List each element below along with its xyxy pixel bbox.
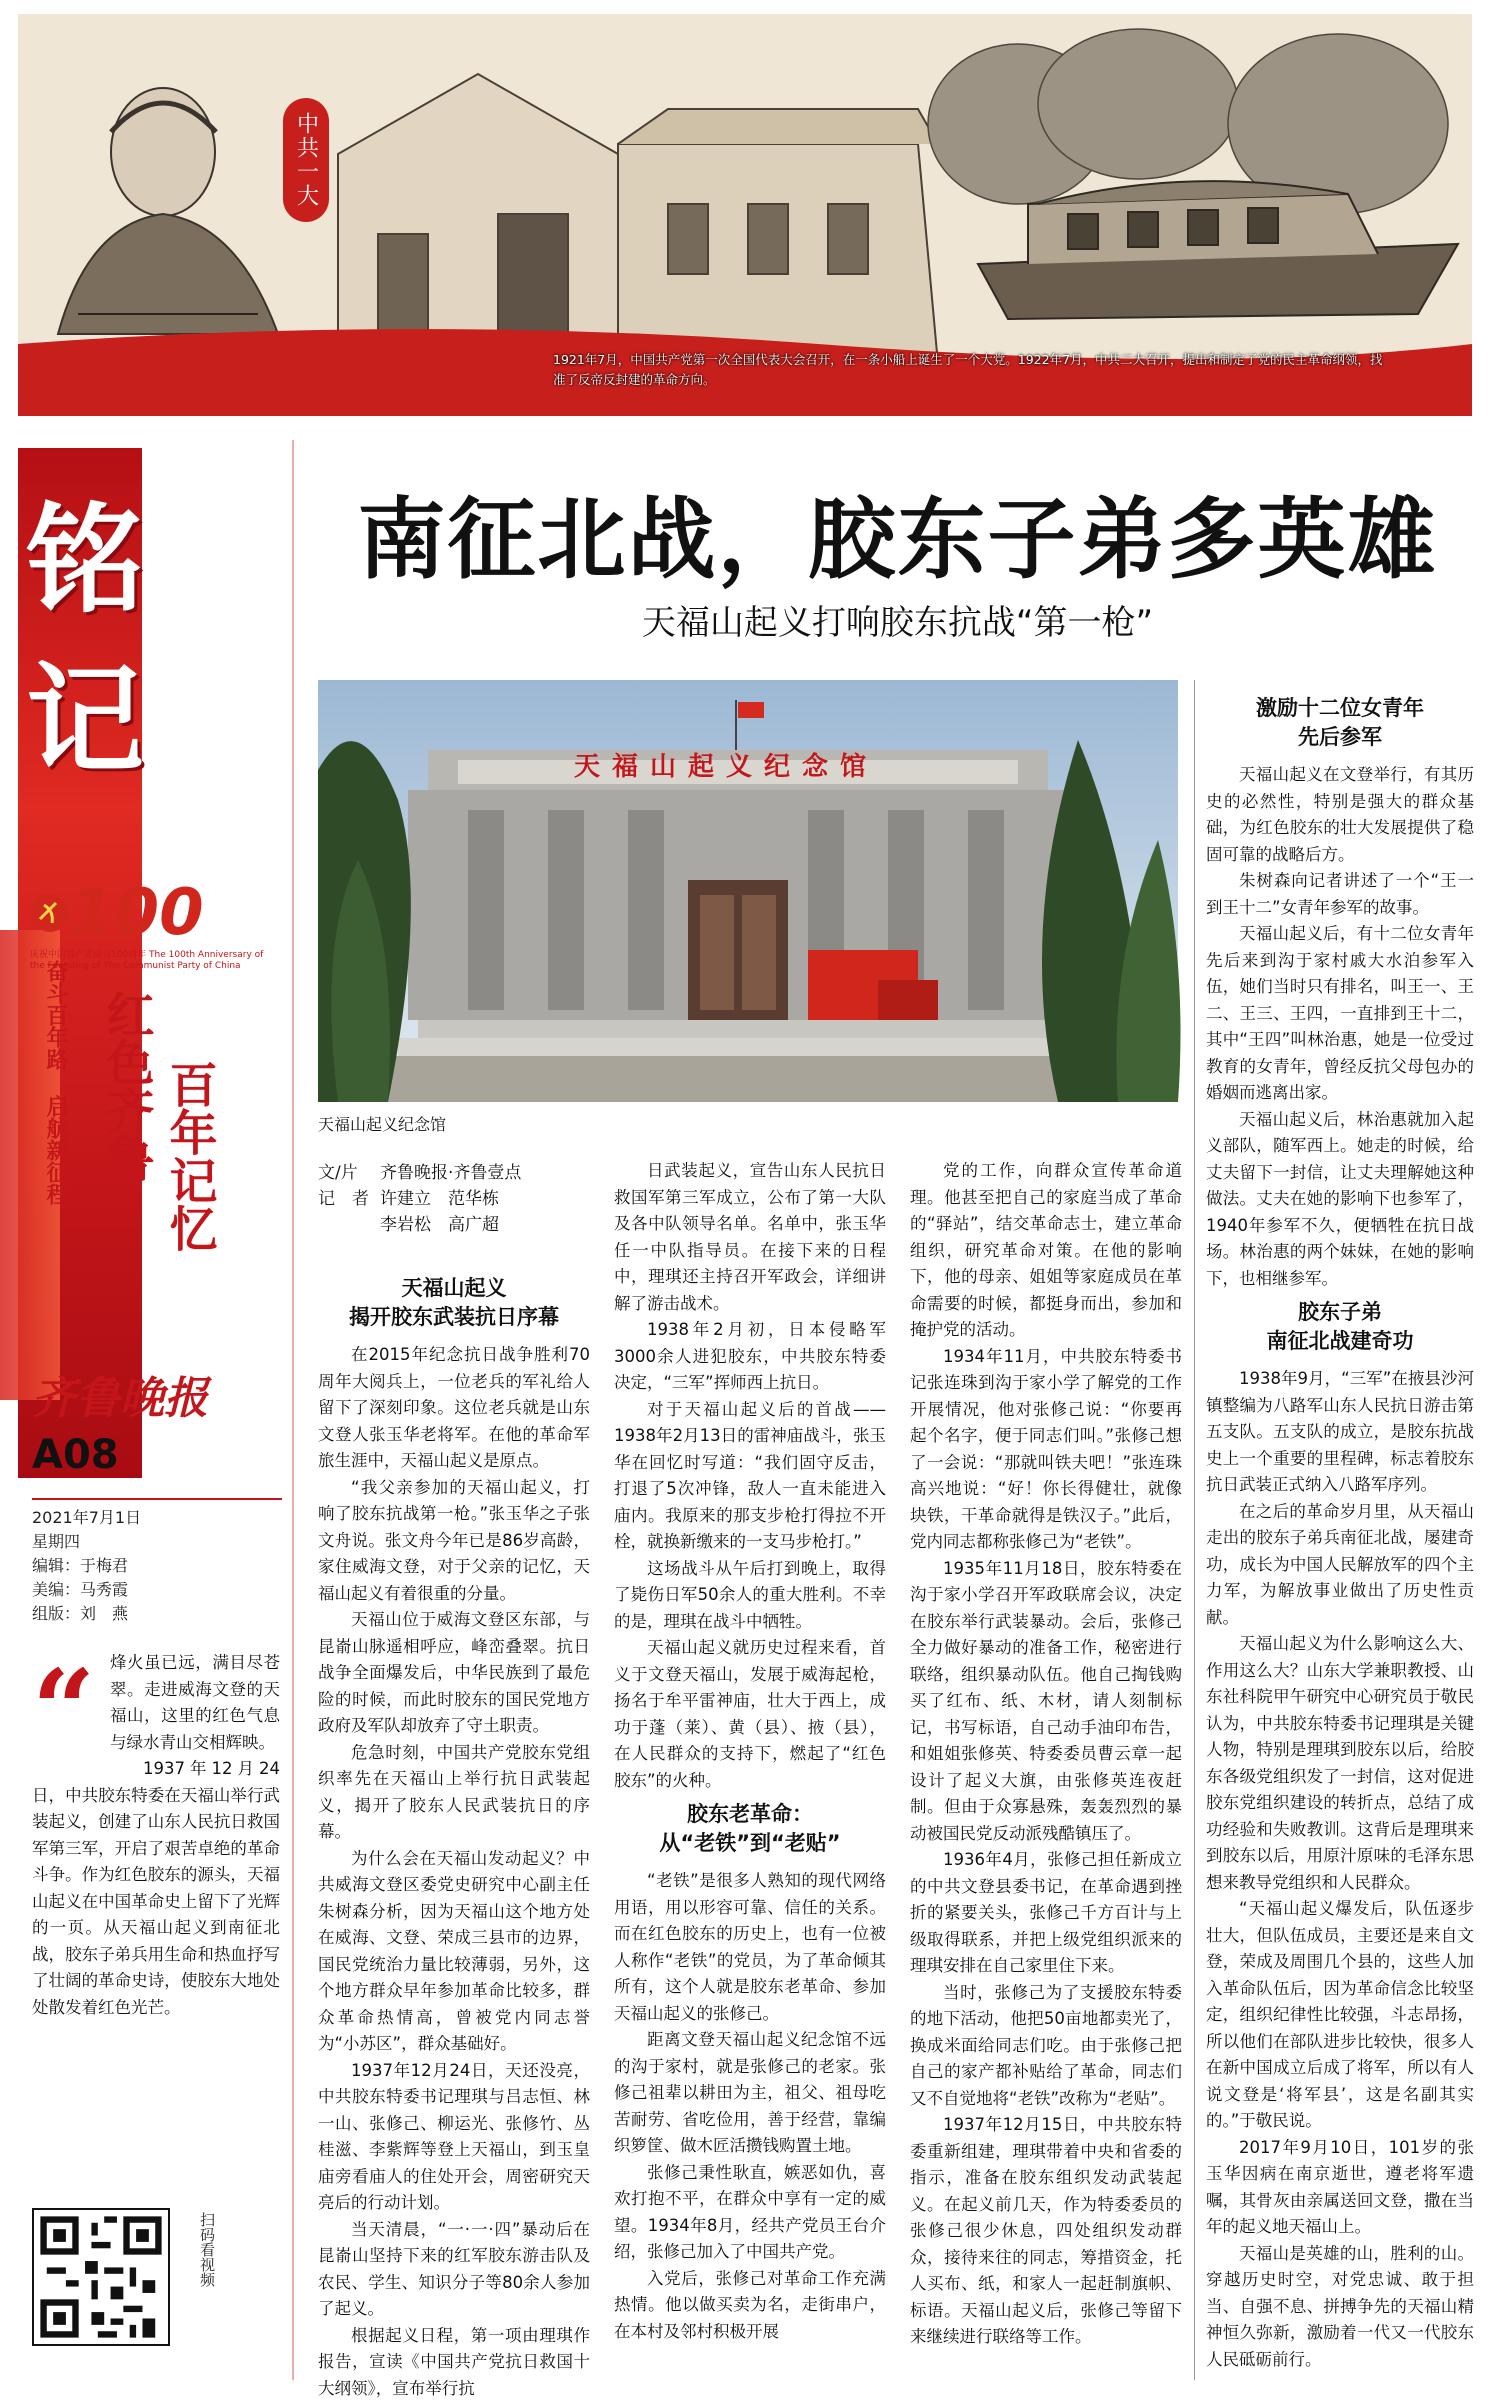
section-heading: 胶东子弟 南征北战建奇功 xyxy=(1206,1298,1474,1356)
memorial-hall-photo xyxy=(318,680,1178,1102)
byline-label: 记 者 xyxy=(318,1186,380,1212)
article-paragraph: 当天清晨，“一·一·四”暴动后在昆嵛山坚持下来的红军胶东游击队及农民、学生、知识分子等80余人参加了起义。 xyxy=(318,2217,590,2323)
anniversary-logo xyxy=(30,876,280,956)
lead-text-1: 烽火虽已远，满目尽苍翠。走进威海文登的天福山，这里的红色气息与绿水青山交相辉映。 xyxy=(32,1650,280,1756)
article-paragraph: 1938年2月初，日本侵略军3000余人进犯胶东，中共胶东特委决定，“三军”挥师西上抗日。 xyxy=(614,1317,886,1397)
article-paragraph: 在之后的革命岁月里，从天福山走出的胶东子弟兵南征北战，屡建奇功，成长为中国人民解放军的四个主力军，为解放事业做出了历史性贡献。 xyxy=(1206,1499,1474,1632)
newspaper-name: 齐鲁晚报 xyxy=(32,1362,208,1426)
article-headline: 南征北战，胶东子弟多英雄 xyxy=(330,470,1465,596)
column-divider xyxy=(292,440,294,2380)
section-heading: 天福山起义 揭开胶东武装抗日序幕 xyxy=(318,1274,590,1332)
layout-credit: 组版：刘 燕 xyxy=(32,1602,282,1626)
article-paragraph: 1936年4月，张修己担任新成立的中共文登县委书记，在革命遇到挫折的紧要关头，张修己千方百计与上级取得联系，并把上级党组织派来的理琪安排在自己家里住下来。 xyxy=(910,1847,1182,1980)
byline-reporters: 许建立 范华栋 xyxy=(380,1189,499,1209)
article-paragraph: 党的工作，向群众宣传革命道理。他甚至把自己的家庭当成了革命的“驿站”，结交革命志士，建立革命组织，研究革命对策。在他的影响下，他的母亲、姐姐等家庭成员在革命需要的时候，都挺身而出，参加和掩护党的活动。 xyxy=(910,1158,1182,1344)
article-paragraph: 天福山起义后，有十二位女青年先后来到沟于家村戚大水泊参军入伍，她们当时只有排名，叫王一、王二、王三、王四，一直排到王十二，其中“王四”叫林治惠，她是一位受过教育的女青年，曾经反抗父母包办的婚姻而逃离出家。 xyxy=(1206,921,1474,1107)
lead-text-2: 1937年12月24日，中共胶东特委在天福山举行武装起义，创建了山东人民抗日救国军第三军，开启了艰苦卓绝的革命斗争。作为红色胶东的源头，天福山起义在中国革命史上留下了光辉的一页。从天福山起义到南征北战，胶东子弟兵用生命和热血抒写了壮阔的革命史诗，使胶东大地处处散发着红色光芒。 xyxy=(32,1756,280,2021)
article-paragraph: 入党后，张修己对革命工作充满热情。他以做买卖为名，走街串户，在本村及邻村积极开展 xyxy=(614,2266,886,2346)
byline xyxy=(318,1160,588,1238)
article-paragraph: 天福山是英雄的山，胜利的山。穿越历史时空，对党忠诚、敢于担当、自强不息、拼搏争先的天福山精神恒久弥新，激励着一代又一代胶东人民砥砺前行。 xyxy=(1206,2241,1474,2374)
photo-caption: 天福山起义纪念馆 xyxy=(318,1112,446,1135)
masthead-meta xyxy=(32,1498,282,1626)
banner-badge: 中共一大 xyxy=(283,98,329,222)
qr-code[interactable] xyxy=(32,2208,170,2346)
article-paragraph: 2017年9月10日，101岁的张玉华因病在南京逝世，遵老将军遗嘱，其骨灰由亲属送回文登，撒在当年的起义地天福山上。 xyxy=(1206,2135,1474,2241)
issue-date: 2021年7月1日 xyxy=(32,1506,282,1530)
page-number: A08 xyxy=(32,1432,119,1478)
article-paragraph: “老铁”是很多人熟知的现代网络用语，用以形容可靠、信任的关系。而在红色胶东的历史上，也有一位被人称作“老铁”的党员，为了革命倾其所有，这个人就是胶东老革命、参加天福山起义的张修己。 xyxy=(614,1868,886,2027)
article-column-4 xyxy=(1206,688,1474,2380)
article-paragraph: 1938年9月，“三军”在掖县沙河镇整编为八路军山东人民抗日游击第五支队。五支队的成立，是胶东抗战史上一个重要的里程碑，标志着胶东抗日武装正式纳入八路军序列。 xyxy=(1206,1366,1474,1499)
article-paragraph: 天福山起义为什么影响这么大、作用这么大？山东大学兼职教授、山东社科院甲午研究中心研究员于敬民认为，中共胶东特委书记理琪是关键人物，特别是理琪到胶东以后，给胶东各级党组织发了一封信，这对促进胶东党组织建设的转折点，总结了成功经验和失败教训。这背后是理琪来到胶东以后，用原汁原味的毛泽东思想来教导党组织和人民群众。 xyxy=(1206,1631,1474,1896)
article-paragraph: 1935年11月18日，胶东特委在沟于家小学召开军政联席会议，决定在胶东举行武装暴动。会后，张修己全力做好暴动的准备工作，秘密进行联络，组织暴动队伍。他自己掏钱购买了红布、纸、木材，请人刻制标记，书写标语，自己动手油印布告，和姐姐张修英、特委委员曹云章一起设计了起义大旗，由张修英连夜赶制。但由于众寡悬殊，轰轰烈烈的暴动被国民党反动派残酷镇压了。 xyxy=(910,1556,1182,1848)
art-editor-credit: 美编：马秀霞 xyxy=(32,1578,282,1602)
quote-spacer xyxy=(32,1650,110,1770)
memorial-hall-illustration xyxy=(318,680,1178,1102)
article-paragraph: 日武装起义，宣告山东人民抗日救国军第三军成立，公布了第一大队及各中队领导名单。名单中，张玉华任一中队指导员。在接下来的日程中，理琪还主持召开军政会，详细讲解了游击战术。 xyxy=(614,1158,886,1317)
qr-label: 扫码看视频 xyxy=(176,2212,216,2287)
quote-mark-icon: “ xyxy=(32,1665,95,1755)
article-paragraph: “天福山起义爆发后，队伍逐步壮大，但队伍成员，主要还是来自文登，荣成及周围几个县的，这些人加入革命队伍后，因为革命信念比较坚定，组织纪律性比较强，斗志昂扬，所以他们在部队进步比较快，很多人在新中国成立后成了将军，所以有人说文登是‘将军县’，这是名副其实的。”于敬民说。 xyxy=(1206,1896,1474,2135)
article-paragraph: 朱树森向记者讲述了一个“王一到王十二”女青年参军的故事。 xyxy=(1206,868,1474,921)
column-subtitle-1: 红色齐鲁 xyxy=(100,990,152,1182)
slogan: 奋斗百年路 启航新征程 xyxy=(40,960,68,1205)
byline-row-2 xyxy=(318,1186,588,1212)
lead-paragraph xyxy=(32,1650,280,2021)
article-column-1 xyxy=(318,1268,590,2378)
photo-building-sign: 天福山起义纪念馆 xyxy=(466,746,986,783)
article-paragraph: 当时，张修己为了支援胶东特委的地下活动，他把50亩地都卖光了，换成米面给同志们吃。由于张修己把自己的家产都补贴给了革命，同志们又不自觉地将“老铁”改称为“老贴”。 xyxy=(910,1980,1182,2113)
article-column-2 xyxy=(614,1158,886,2380)
meta-rule xyxy=(32,1498,282,1500)
byline-source: 齐鲁晚报·齐鲁壹点 xyxy=(380,1163,521,1183)
party-emblem-icon xyxy=(30,893,70,933)
article-paragraph: 这场战斗从午后打到晚上，取得了毙伤日军50余人的重大胜利。不幸的是，理琪在战斗中牺牲。 xyxy=(614,1556,886,1636)
editor-credit: 编辑：于梅君 xyxy=(32,1554,282,1578)
article-paragraph: 天福山位于威海文登区东部，与昆嵛山脉遥相呼应，峰峦叠翠。抗日战争全面爆发后，中华民族到了最危险的时候，而此时胶东的国民党地方政府及军队却放弃了守土职责。 xyxy=(318,1607,590,1740)
article-paragraph: 1934年11月，中共胶东特委书记张连珠到沟于家小学了解党的工作开展情况，他对张修己说：“你要再起个名字，便于同志们叫。”张修己想了一会说：“那就叫铁夫吧！”张连珠高兴地说：“好！你长得健壮，就像块铁，干革命就得是铁汉子。”此后，党内同志都称张修己为“老铁”。 xyxy=(910,1344,1182,1556)
article-paragraph: 天福山起义后，林治惠就加入起义部队，随军西上。她走的时候，给丈夫留下一封信，让丈夫理解她这种做法。丈夫在她的影响下也参军了，1940年参军不久，便牺牲在抗日战场。林治惠的两个妹妹，在她的影响下，也相继参军。 xyxy=(1206,1107,1474,1293)
article-paragraph: 根据起义日程，第一项由理琪作报告，宣读《中国共产党抗日救国十大纲领》，宣布举行抗 xyxy=(318,2323,590,2402)
article-paragraph: 1937年12月24日，天还没亮，中共胶东特委书记理琪与吕志恒、林一山、张修己、柳运光、张修竹、丛桂滋、李紫辉等登上天福山，到玉皇庙旁看庙人的住处开会，周密研究天亮后的行动计划。 xyxy=(318,2058,590,2217)
byline-row-1 xyxy=(318,1160,588,1186)
article-paragraph: 对于天福山起义后的首战——1938年2月13日的雷神庙战斗，张玉华在回忆时写道：“我们固守反击，打退了5次冲锋，敌人一直未能进入庙内。我原来的那支步枪打得拉不开栓，就换新缴来的一支马步枪打。” xyxy=(614,1397,886,1556)
article-paragraph: 为什么会在天福山发动起义？中共威海文登区委党史研究中心副主任朱树森分析，因为天福山这个地方处在威海、文登、荣成三县市的边界，国民党统治力量比较薄弱，另外，这个地方群众早年参加革命比较多，群众革命热情高，曾被党内同志誉为“小苏区”，群众基础好。 xyxy=(318,1846,590,2058)
anniversary-number: 100 xyxy=(70,876,204,950)
article-paragraph: 距离文登天福山起义纪念馆不远的沟于家村，就是张修己的老家。张修己祖辈以耕田为主，祖父、祖母吃苦耐劳、省吃俭用，善于经营，靠编织箩筐、做木匠活攒钱购置土地。 xyxy=(614,2027,886,2160)
article-paragraph: 张修己秉性耿直，嫉恶如仇，喜欢打抱不平，在群众中享有一定的威望。1934年8月，经共产党员王台介绍，张修己加入了中国共产党。 xyxy=(614,2160,886,2266)
article-subheadline: 天福山起义打响胶东抗战“第一枪” xyxy=(330,595,1465,644)
section-heading: 胶东老革命： 从“老铁”到“老贴” xyxy=(614,1800,886,1858)
article-paragraph: 1937年12月15日，中共胶东特委重新组建，理琪带着中央和省委的指示，准备在胶东组织发动武装起义。在起义前几天，作为特委委员的张修己很少休息，四处组织发动群众，接待来往的同志，筹措资金，托人买布、纸，和家人一起赶制旗帜、标语。天福山起义后，张修己等留下来继续进行联络等工作。 xyxy=(910,2112,1182,2351)
article-paragraph: 天福山起义就历史过程来看，首义于文登天福山，发展于威海起枪，扬名于牟平雷神庙，壮大于西上，成功于蓬（莱）、黄（县）、掖（县），在人民群众的支持下，燃起了“红色胶东”的火种。 xyxy=(614,1635,886,1794)
article-paragraph: 在2015年纪念抗日战争胜利70周年大阅兵上，一位老兵的军礼给人留下了深刻印象。这位老兵就是山东文登人张玉华老将军。在他的革命军旅生涯中，天福山起义是原点。 xyxy=(318,1342,590,1475)
article-paragraph: “我父亲参加的天福山起义，打响了胶东抗战第一枪。”张玉华之子张文舟说。张文舟今年已是86岁高龄，家住威海文登，对于父亲的记忆，天福山起义有着很重的分量。 xyxy=(318,1475,590,1608)
byline-reporters: 李岩松 高广超 xyxy=(380,1215,499,1235)
banner-caption: 1921年7月，中国共产党第一次全国代表大会召开，在一条小船上诞生了一个大党。1922年7月，中共二大召开，提出和制定了党的民主革命纲领，找准了反帝反封建的革命方向。 xyxy=(553,350,1393,390)
anniversary-caption: 庆祝中国共产党成立100周年 The 100th Anniversary of the Founding of The Communist Party of China xyxy=(30,950,280,972)
issue-weekday: 星期四 xyxy=(32,1530,282,1554)
article-paragraph: 危急时刻，中国共产党胶东党组织率先在天福山上举行抗日武装起义，揭开了胶东人民武装抗日的序幕。 xyxy=(318,1740,590,1846)
sidebar-rule xyxy=(1194,680,1195,2380)
article-paragraph: 天福山起义在文登举行，有其历史的必然性，特别是强大的群众基础，为红色胶东的壮大发展提供了稳固可靠的战略后方。 xyxy=(1206,762,1474,868)
section-heading: 激励十二位女青年 先后参军 xyxy=(1206,694,1474,752)
byline-label: 文/片 xyxy=(318,1160,380,1186)
history-banner xyxy=(18,14,1472,416)
article-column-3 xyxy=(910,1158,1182,2380)
column-title: 铭记 xyxy=(26,480,216,800)
byline-row-3 xyxy=(318,1212,588,1238)
column-subtitle-2: 百年记忆 xyxy=(163,1060,215,1252)
